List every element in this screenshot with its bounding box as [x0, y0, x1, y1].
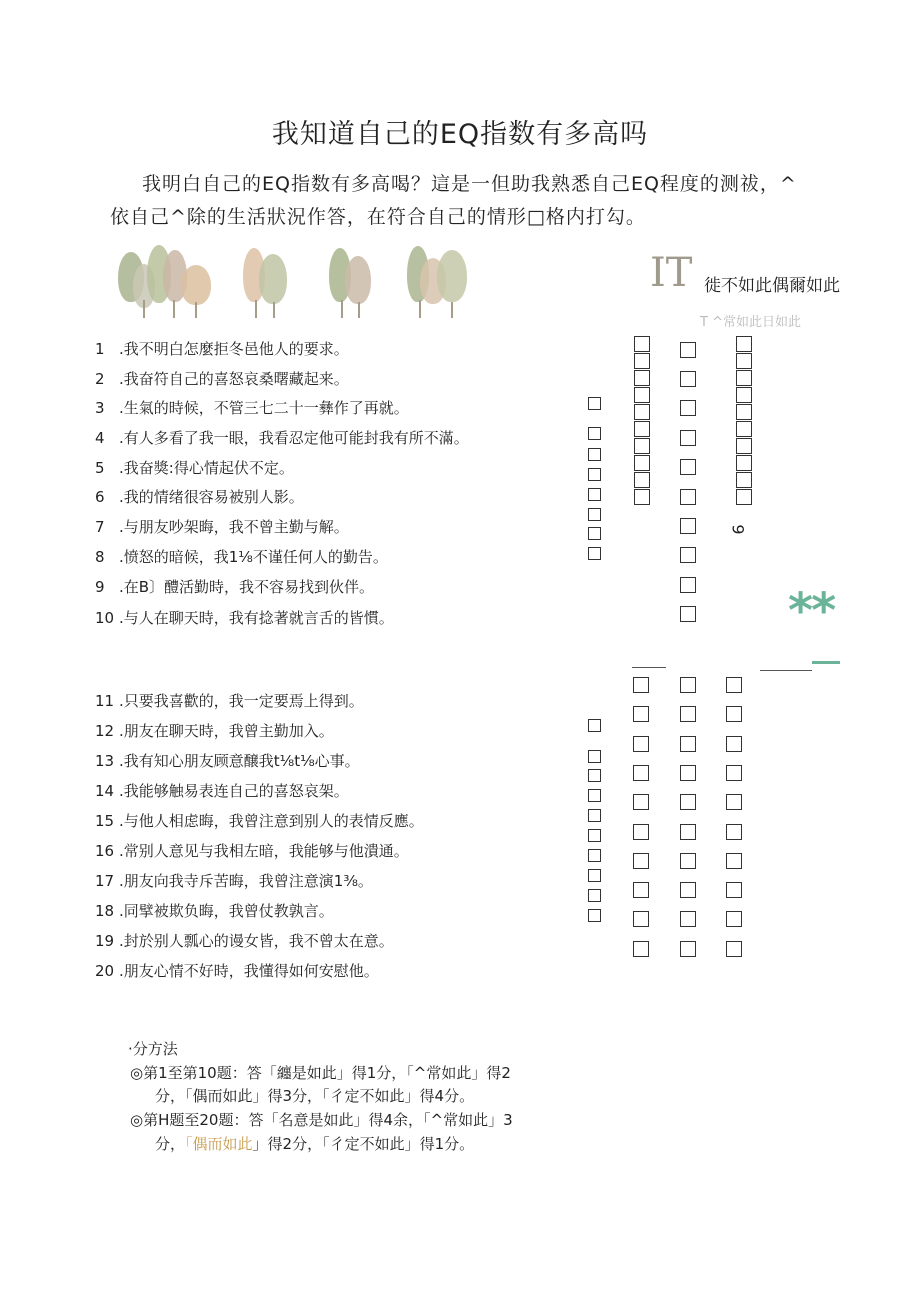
answer-checkbox[interactable] [726, 736, 742, 752]
question-item: 14 .我能够触易表连自己的喜怒哀架。 [95, 782, 349, 800]
answer-checkbox[interactable] [680, 824, 696, 840]
answer-checkbox[interactable] [726, 824, 742, 840]
teal-dash [812, 661, 840, 664]
answer-checkbox[interactable] [736, 438, 752, 454]
question-item: 2 .我奋符自己的喜怒哀桑曙藏起来。 [95, 370, 349, 388]
answer-checkbox[interactable] [680, 342, 696, 358]
answer-checkbox[interactable] [680, 794, 696, 810]
answer-checkbox[interactable] [680, 518, 696, 534]
answer-checkbox[interactable] [736, 353, 752, 369]
answer-checkbox[interactable] [680, 677, 696, 693]
answer-checkbox[interactable] [680, 577, 696, 593]
answer-checkbox[interactable] [633, 765, 649, 781]
answer-checkbox[interactable] [680, 853, 696, 869]
answer-checkbox[interactable] [634, 489, 650, 505]
answer-checkbox-small[interactable] [588, 468, 601, 481]
rotated-mark: 9 [728, 524, 748, 535]
answer-checkbox[interactable] [633, 853, 649, 869]
answer-checkbox[interactable] [726, 882, 742, 898]
answer-checkbox[interactable] [634, 472, 650, 488]
answer-checkbox[interactable] [726, 941, 742, 957]
question-item: 9 .在B〕醴活勤時，我不容易找到伙伴。 [95, 578, 375, 596]
answer-checkbox[interactable] [633, 794, 649, 810]
separator-dash [760, 670, 812, 671]
answer-checkbox[interactable] [680, 606, 696, 622]
question-item: 16 .常别人意见与我相左暗，我能够与他潰通。 [95, 842, 409, 860]
answer-checkbox[interactable] [726, 677, 742, 693]
answer-checkbox[interactable] [633, 706, 649, 722]
question-item: 12 .朋友在聊天時，我曾主勤加入。 [95, 722, 334, 740]
answer-checkbox[interactable] [633, 941, 649, 957]
answer-options-header: 徙不如此偶爾如此 [704, 276, 840, 296]
answer-checkbox[interactable] [633, 824, 649, 840]
answer-checkbox[interactable] [736, 421, 752, 437]
question-item: 3 .生氣的時候，不管三七二十一彝作了再就。 [95, 399, 409, 417]
question-item: 15 .与他人相虑晦，我曾注意到别人的表情反應。 [95, 812, 424, 830]
answer-checkbox[interactable] [736, 472, 752, 488]
answer-checkbox[interactable] [634, 421, 650, 437]
intro-line-1: 我明白自己的EQ指数有多高喝？這是一但助我熟悉自己EQ程度的测祓，^ [142, 173, 797, 195]
answer-checkbox[interactable] [726, 706, 742, 722]
question-item: 6 .我的情绪很容易被别人影。 [95, 488, 304, 506]
answer-checkbox-small[interactable] [588, 789, 601, 802]
separator-dash [632, 667, 666, 668]
answer-checkbox[interactable] [633, 736, 649, 752]
answer-checkbox-small[interactable] [588, 488, 601, 501]
answer-checkbox[interactable] [680, 941, 696, 957]
answer-checkbox-small[interactable] [588, 547, 601, 560]
question-item: 11 .只要我喜歡的，我一定要焉上得到。 [95, 692, 364, 710]
answer-checkbox-small[interactable] [588, 829, 601, 842]
scoring-rule: 分，「偶而如此」得3分，「彳定不如此」得4分。 [155, 1087, 475, 1105]
answer-checkbox[interactable] [680, 400, 696, 416]
trees-illustration [115, 240, 475, 320]
answer-checkbox[interactable] [726, 911, 742, 927]
answer-checkbox-small[interactable] [588, 849, 601, 862]
answer-checkbox[interactable] [680, 765, 696, 781]
answer-checkbox[interactable] [633, 882, 649, 898]
answer-checkbox-small[interactable] [588, 769, 601, 782]
answer-checkbox-small[interactable] [588, 427, 601, 440]
scoring-rule: ◎第1至第10题：答「纏是如此」得1分，「^常如此」得2 [130, 1064, 511, 1082]
answer-options-faint-row: T ^常如此日如此 [700, 315, 801, 330]
answer-checkbox[interactable] [634, 404, 650, 420]
answer-checkbox[interactable] [726, 853, 742, 869]
answer-checkbox-small[interactable] [588, 909, 601, 922]
answer-checkbox[interactable] [726, 765, 742, 781]
answer-checkbox[interactable] [680, 430, 696, 446]
answer-checkbox-small[interactable] [588, 869, 601, 882]
answer-checkbox[interactable] [634, 438, 650, 454]
answer-checkbox[interactable] [736, 455, 752, 471]
answer-checkbox[interactable] [633, 677, 649, 693]
answer-checkbox[interactable] [634, 455, 650, 471]
answer-checkbox[interactable] [634, 370, 650, 386]
answer-checkbox[interactable] [634, 353, 650, 369]
header-mark: IT [650, 250, 693, 296]
scoring-heading: ·分方法 [128, 1040, 178, 1058]
question-item: 19 .封於别人瓢心的谩女皆，我不曾太在意。 [95, 932, 394, 950]
answer-checkbox-small[interactable] [588, 889, 601, 902]
question-item: 4 .有人多看了我一眼，我看忍定他可能封我有所不滿。 [95, 429, 469, 447]
answer-checkbox[interactable] [680, 706, 696, 722]
question-item: 5 .我奋獎:得心情起伏不定。 [95, 459, 294, 477]
answer-checkbox-small[interactable] [588, 508, 601, 521]
answer-checkbox-small[interactable] [588, 750, 601, 763]
intro-text [110, 168, 850, 234]
question-item: 13 .我有知心朋友顾意醸我t⅛t⅛心事。 [95, 752, 360, 770]
answer-checkbox-small[interactable] [588, 397, 601, 410]
question-item: 7 .与朋友吵架晦，我不曾主勤与解。 [95, 518, 349, 536]
question-item: 20 .朋友心情不好時，我懂得如何安慰他。 [95, 962, 379, 980]
answer-checkbox[interactable] [634, 336, 650, 352]
answer-checkbox[interactable] [736, 336, 752, 352]
answer-checkbox[interactable] [736, 387, 752, 403]
answer-checkbox-small[interactable] [588, 448, 601, 461]
answer-checkbox-small[interactable] [588, 527, 601, 540]
answer-checkbox[interactable] [736, 370, 752, 386]
answer-checkbox[interactable] [736, 404, 752, 420]
answer-checkbox[interactable] [726, 794, 742, 810]
answer-checkbox[interactable] [680, 489, 696, 505]
question-item: 17 .朋友向我寺斥苦晦，我曾注意演1⅜。 [95, 872, 373, 890]
answer-checkbox[interactable] [634, 387, 650, 403]
decorative-stars: ** [788, 583, 835, 639]
question-item: 8 .愤怒的暗候，我1⅛不谨任何人的勤告。 [95, 548, 388, 566]
page-title: 我知道自己的EQ指数有多高吗 [271, 119, 649, 150]
answer-checkbox[interactable] [680, 736, 696, 752]
answer-checkbox[interactable] [736, 489, 752, 505]
scoring-rule: 分，「偶而如此」得2分，「彳定不如此」得1分。 [155, 1135, 475, 1153]
intro-line-2: 依自己^除的生活狀況作答，在符合自己的情形□格内打勾。 [110, 206, 646, 228]
answer-checkbox[interactable] [680, 882, 696, 898]
answer-checkbox-small[interactable] [588, 809, 601, 822]
question-item: 18 .同擘被欺负晦，我曾仗教孰言。 [95, 902, 334, 920]
question-item: 1 .我不明白怎麼拒冬邑他人的要求。 [95, 340, 349, 358]
answer-checkbox[interactable] [680, 371, 696, 387]
scoring-rule: ◎第H题至20题：答「名意是如此」得4余，「^常如此」3 [130, 1111, 513, 1129]
answer-checkbox[interactable] [633, 911, 649, 927]
answer-checkbox[interactable] [680, 547, 696, 563]
question-item: 10 .与人在聊天時，我有捻著就言舌的皆慣。 [95, 609, 394, 627]
answer-checkbox-small[interactable] [588, 719, 601, 732]
answer-checkbox[interactable] [680, 911, 696, 927]
answer-checkbox[interactable] [680, 459, 696, 475]
